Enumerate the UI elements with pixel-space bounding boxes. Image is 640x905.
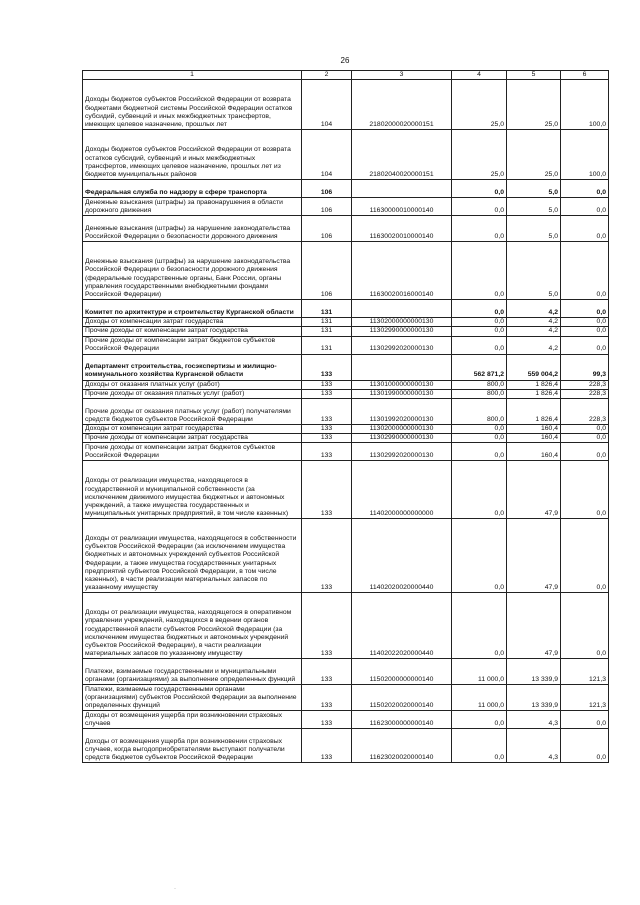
budget-classification-code: 11402000000000000 xyxy=(352,461,452,519)
item-name: Денежные взыскания (штрафы) за нарушение законодательства Российской Федерации о безопасности дорожного движения (федеральные государственные органы, Банк России, органы управления государственными внебюджетными фондами Российской Федерации) xyxy=(83,242,302,300)
plan-amount: 0,0 xyxy=(452,300,507,318)
execution-percent: 100,0 xyxy=(561,130,609,180)
plan-amount: 0,0 xyxy=(452,327,507,336)
budget-classification-code: 11302990000000130 xyxy=(352,327,452,336)
admin-code: 133 xyxy=(302,389,352,398)
plan-amount: 0,0 xyxy=(452,180,507,198)
plan-amount: 0,0 xyxy=(452,336,507,354)
table-row xyxy=(83,461,609,519)
table-row xyxy=(83,425,609,434)
budget-classification-code: 11502000000000140 xyxy=(352,659,452,685)
table-row xyxy=(83,434,609,443)
admin-code: 133 xyxy=(302,593,352,659)
actual-amount: 4,3 xyxy=(507,711,561,729)
column-number: 5 xyxy=(507,71,561,80)
plan-amount: 562 871,2 xyxy=(452,354,507,380)
actual-amount: 4,2 xyxy=(507,327,561,336)
table-row xyxy=(83,711,609,729)
budget-classification-code: 11630020016000140 xyxy=(352,242,452,300)
actual-amount: 25,0 xyxy=(507,80,561,130)
item-name: Прочие доходы от компенсации затрат бюджетов субъектов Российской Федерации xyxy=(83,443,302,461)
table-row xyxy=(83,318,609,327)
page-number: 26 xyxy=(340,56,350,65)
admin-code: 106 xyxy=(302,198,352,216)
execution-percent: 228,3 xyxy=(561,380,609,389)
plan-amount: 0,0 xyxy=(452,519,507,593)
table-row xyxy=(83,130,609,180)
admin-code: 131 xyxy=(302,300,352,318)
budget-table-body xyxy=(83,71,609,763)
budget-classification-code: 11630000010000140 xyxy=(352,198,452,216)
actual-amount: 13 339,9 xyxy=(507,659,561,685)
item-name: Платежи, взимаемые государственными органами (организациями) субъектов Российской Федерации за выполнение определенных функций xyxy=(83,685,302,711)
plan-amount: 0,0 xyxy=(452,729,507,763)
item-name: Доходы от возмещения ущерба при возникновении страховых случаев xyxy=(83,711,302,729)
item-name: Доходы бюджетов субъектов Российской Федерации от возврата остатков субсидий, субвенций и иных межбюджетных трансфертов, имеющих целевое назначение, прошлых лет из бюджетов муниципальных районов xyxy=(83,130,302,180)
execution-percent: 0,0 xyxy=(561,180,609,198)
admin-code: 133 xyxy=(302,425,352,434)
table-row xyxy=(83,659,609,685)
table-row xyxy=(83,729,609,763)
budget-classification-code: 11301990000000130 xyxy=(352,389,452,398)
execution-percent: 0,0 xyxy=(561,318,609,327)
actual-amount: 160,4 xyxy=(507,425,561,434)
actual-amount: 1 826,4 xyxy=(507,380,561,389)
budget-classification-code: 11630020010000140 xyxy=(352,216,452,242)
plan-amount: 0,0 xyxy=(452,216,507,242)
admin-code: 106 xyxy=(302,180,352,198)
actual-amount: 4,3 xyxy=(507,729,561,763)
admin-code: 133 xyxy=(302,711,352,729)
plan-amount: 0,0 xyxy=(452,711,507,729)
actual-amount: 1 826,4 xyxy=(507,399,561,425)
plan-amount: 0,0 xyxy=(452,242,507,300)
admin-code: 133 xyxy=(302,519,352,593)
execution-percent: 0,0 xyxy=(561,242,609,300)
execution-percent: 228,3 xyxy=(561,389,609,398)
actual-amount: 4,2 xyxy=(507,336,561,354)
item-name: Прочие доходы от компенсации затрат бюджетов субъектов Российской Федерации xyxy=(83,336,302,354)
actual-amount: 559 004,2 xyxy=(507,354,561,380)
execution-percent: 99,3 xyxy=(561,354,609,380)
actual-amount: 5,0 xyxy=(507,216,561,242)
execution-percent: 0,0 xyxy=(561,300,609,318)
admin-code: 131 xyxy=(302,318,352,327)
item-name: Комитет по архитектуре и строительству Курганской области xyxy=(83,300,302,318)
execution-percent: 0,0 xyxy=(561,711,609,729)
item-name: Денежные взыскания (штрафы) за нарушение законодательства Российской Федерации о безопасности дорожного движения xyxy=(83,216,302,242)
item-name: Доходы бюджетов субъектов Российской Федерации от возврата бюджетами бюджетной системы Российской Федерации остатков субсидий, субвенций и иных межбюджетных трансфертов, имеющих целевое назначение, прошлых лет xyxy=(83,80,302,130)
budget-classification-code xyxy=(352,354,452,380)
budget-classification-code: 11402022020000440 xyxy=(352,593,452,659)
table-row xyxy=(83,685,609,711)
item-name: Доходы от реализации имущества, находящегося в государственной и муниципальной собственности (за исключением движимого имущества бюджетных и автономных учреждений, а также имущества государственных и муниципальных унитарных предприятий, в том числе казенных) xyxy=(83,461,302,519)
actual-amount: 1 826,4 xyxy=(507,389,561,398)
item-name: Прочие доходы от оказания платных услуг (работ) xyxy=(83,389,302,398)
item-name: Прочие доходы от компенсации затрат государства xyxy=(83,327,302,336)
execution-percent: 0,0 xyxy=(561,461,609,519)
item-name: Прочие доходы от компенсации затрат государства xyxy=(83,434,302,443)
actual-amount: 160,4 xyxy=(507,434,561,443)
plan-amount: 0,0 xyxy=(452,198,507,216)
column-number: 3 xyxy=(352,71,452,80)
budget-classification-code: 11301000000000130 xyxy=(352,380,452,389)
budget-classification-code: 11623020020000140 xyxy=(352,729,452,763)
actual-amount: 13 339,9 xyxy=(507,685,561,711)
section-row xyxy=(83,300,609,318)
budget-classification-code: 21802000020000151 xyxy=(352,80,452,130)
plan-amount: 800,0 xyxy=(452,399,507,425)
execution-percent: 0,0 xyxy=(561,729,609,763)
column-number-row xyxy=(83,71,609,80)
admin-code: 104 xyxy=(302,130,352,180)
column-number: 2 xyxy=(302,71,352,80)
admin-code: 131 xyxy=(302,336,352,354)
execution-percent: 0,0 xyxy=(561,425,609,434)
execution-percent: 228,3 xyxy=(561,399,609,425)
item-name: Доходы от реализации имущества, находящегося в собственности субъектов Российской Федерации (за исключением имущества бюджетных и автономных учреждений субъектов Российской Федерации, а также имущества государственных унитарных предприятий субъектов Российской Федерации, в том числе казенных), в части реализации материальных запасов по указанному имуществу xyxy=(83,519,302,593)
column-number: 4 xyxy=(452,71,507,80)
admin-code: 133 xyxy=(302,354,352,380)
execution-percent: 121,3 xyxy=(561,659,609,685)
actual-amount: 4,2 xyxy=(507,300,561,318)
column-number: 1 xyxy=(83,71,302,80)
plan-amount: 11 000,0 xyxy=(452,659,507,685)
budget-classification-code: 11302990000000130 xyxy=(352,434,452,443)
table-row xyxy=(83,399,609,425)
admin-code: 133 xyxy=(302,659,352,685)
plan-amount: 11 000,0 xyxy=(452,685,507,711)
admin-code: 133 xyxy=(302,729,352,763)
actual-amount: 47,9 xyxy=(507,461,561,519)
scan-mark: · xyxy=(174,886,176,892)
table-row xyxy=(83,242,609,300)
admin-code: 133 xyxy=(302,685,352,711)
table-row xyxy=(83,80,609,130)
item-name: Платежи, взимаемые государственными и муниципальными органами (организациями) за выполнение определенных функций xyxy=(83,659,302,685)
table-row xyxy=(83,593,609,659)
table-row xyxy=(83,336,609,354)
execution-percent: 100,0 xyxy=(561,80,609,130)
budget-classification-code: 11302992020000130 xyxy=(352,336,452,354)
execution-percent: 0,0 xyxy=(561,593,609,659)
plan-amount: 800,0 xyxy=(452,380,507,389)
plan-amount: 0,0 xyxy=(452,434,507,443)
budget-classification-code: 11302000000000130 xyxy=(352,425,452,434)
plan-amount: 0,0 xyxy=(452,318,507,327)
plan-amount: 0,0 xyxy=(452,461,507,519)
plan-amount: 0,0 xyxy=(452,425,507,434)
actual-amount: 47,9 xyxy=(507,593,561,659)
admin-code: 133 xyxy=(302,434,352,443)
column-number: 6 xyxy=(561,71,609,80)
budget-classification-code: 11301992020000130 xyxy=(352,399,452,425)
actual-amount: 5,0 xyxy=(507,180,561,198)
execution-percent: 0,0 xyxy=(561,216,609,242)
admin-code: 133 xyxy=(302,461,352,519)
actual-amount: 4,2 xyxy=(507,318,561,327)
execution-percent: 0,0 xyxy=(561,198,609,216)
actual-amount: 5,0 xyxy=(507,198,561,216)
execution-percent: 0,0 xyxy=(561,434,609,443)
budget-classification-code: 11302992020000130 xyxy=(352,443,452,461)
plan-amount: 25,0 xyxy=(452,80,507,130)
budget-classification-code: 11302000000000130 xyxy=(352,318,452,327)
admin-code: 133 xyxy=(302,380,352,389)
item-name: Доходы от компенсации затрат государства xyxy=(83,425,302,434)
table-row xyxy=(83,389,609,398)
table-row xyxy=(83,198,609,216)
table-row xyxy=(83,443,609,461)
plan-amount: 800,0 xyxy=(452,389,507,398)
admin-code: 133 xyxy=(302,443,352,461)
plan-amount: 0,0 xyxy=(452,443,507,461)
actual-amount: 160,4 xyxy=(507,443,561,461)
table-row xyxy=(83,380,609,389)
item-name: Прочие доходы от оказания платных услуг (работ) получателями средств бюджетов субъектов Российской Федерации xyxy=(83,399,302,425)
actual-amount: 5,0 xyxy=(507,242,561,300)
item-name: Денежные взыскания (штрафы) за правонарушения в области дорожного движения xyxy=(83,198,302,216)
table-row xyxy=(83,327,609,336)
table-row xyxy=(83,216,609,242)
item-name: Доходы от реализации имущества, находящегося в оперативном управлении учреждений, находящихся в ведении органов государственной власти субъектов Российской Федерации (за исключением имущества бюджетных и автономных учреждений субъектов Российской Федерации), в части реализации материальных запасов по указанному имуществу xyxy=(83,593,302,659)
section-row xyxy=(83,180,609,198)
item-name: Департамент строительства, госэкспертизы и жилищно-коммунального хозяйства Курганской области xyxy=(83,354,302,380)
actual-amount: 47,9 xyxy=(507,519,561,593)
table-row xyxy=(83,519,609,593)
section-row xyxy=(83,354,609,380)
item-name: Доходы от оказания платных услуг (работ) xyxy=(83,380,302,389)
admin-code: 106 xyxy=(302,216,352,242)
item-name: Доходы от компенсации затрат государства xyxy=(83,318,302,327)
execution-percent: 0,0 xyxy=(561,336,609,354)
budget-classification-code xyxy=(352,180,452,198)
budget-classification-code: 11623000000000140 xyxy=(352,711,452,729)
budget-classification-code xyxy=(352,300,452,318)
plan-amount: 0,0 xyxy=(452,593,507,659)
admin-code: 133 xyxy=(302,399,352,425)
execution-percent: 121,3 xyxy=(561,685,609,711)
execution-percent: 0,0 xyxy=(561,443,609,461)
plan-amount: 25,0 xyxy=(452,130,507,180)
budget-classification-code: 11502020020000140 xyxy=(352,685,452,711)
budget-classification-code: 21802040020000151 xyxy=(352,130,452,180)
budget-classification-code: 11402020020000440 xyxy=(352,519,452,593)
item-name: Доходы от возмещения ущерба при возникновении страховых случаев, когда выгодоприобретателями выступают получатели средств бюджетов субъектов Российской Федерации xyxy=(83,729,302,763)
execution-percent: 0,0 xyxy=(561,327,609,336)
execution-percent: 0,0 xyxy=(561,519,609,593)
admin-code: 106 xyxy=(302,242,352,300)
admin-code: 104 xyxy=(302,80,352,130)
budget-table xyxy=(82,70,609,763)
actual-amount: 25,0 xyxy=(507,130,561,180)
item-name: Федеральная служба по надзору в сфере транспорта xyxy=(83,180,302,198)
admin-code: 131 xyxy=(302,327,352,336)
